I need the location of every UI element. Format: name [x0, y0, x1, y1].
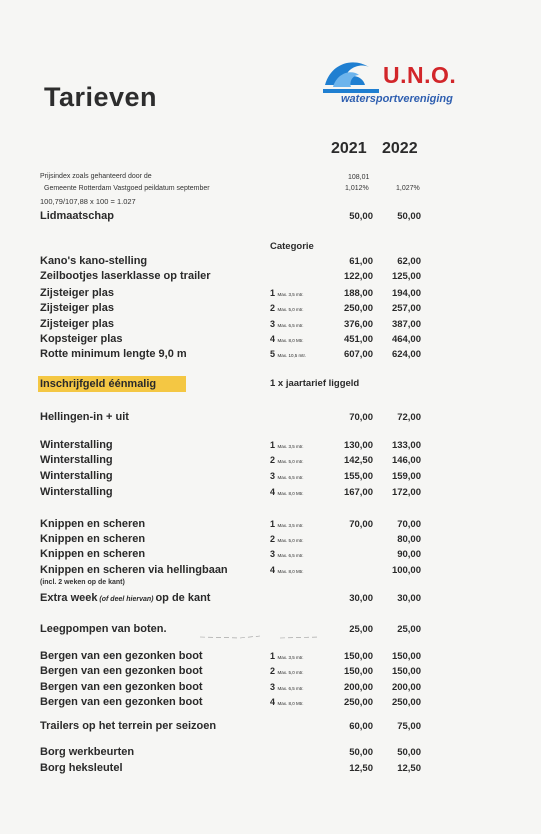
price-2021: 61,00 [349, 256, 373, 267]
price-2022: 464,00 [391, 334, 421, 345]
price-2022: 387,00 [391, 319, 421, 330]
row-label-text: Winterstalling [40, 486, 113, 498]
row-label-text: Zijsteiger plas [40, 318, 114, 330]
category-number: 3 [270, 319, 278, 329]
row-label [40, 623, 167, 635]
category-size: Max. 3,5 mtr. [277, 292, 304, 297]
category-number: 1 [270, 519, 278, 529]
row-label [40, 333, 123, 345]
row-label-text: Winterstalling [40, 454, 113, 466]
row-label [40, 665, 203, 677]
category-size: Max. 5,0 mtr. [277, 670, 304, 675]
price-2021: 155,00 [343, 471, 373, 482]
row-label [40, 762, 123, 774]
row-note: (incl. 2 weken op de kant) [40, 579, 125, 586]
category-number: 5 [270, 349, 278, 359]
price-2022: 80,00 [397, 534, 421, 545]
row-category [270, 651, 304, 661]
row-label-text: Knippen en scheren [40, 518, 146, 530]
price-2021: 130,00 [343, 440, 373, 451]
row-category [270, 349, 306, 359]
category-number: 3 [270, 549, 278, 559]
category-number: 4 [270, 697, 278, 707]
price-2022: 172,00 [391, 487, 421, 498]
category-size: Max. 5,0 mtr. [277, 307, 304, 312]
year-2022-header: 2022 [382, 140, 418, 157]
row-category [270, 288, 304, 298]
row-category [270, 666, 304, 676]
category-size: Max. 3,5 mtr. [277, 523, 304, 528]
price-2022: 257,00 [391, 303, 421, 314]
row-label-text: Lidmaatschap [40, 210, 114, 222]
category-size: Max. 6,5 mtr. [277, 323, 304, 328]
row-label [40, 746, 134, 758]
price-2022: 200,00 [391, 682, 421, 693]
price-2021: 70,00 [349, 519, 373, 530]
club-logo [323, 55, 493, 110]
row-note: 1 x jaartarief liggeld [270, 378, 360, 389]
price-2021: 12,50 [349, 763, 373, 774]
index-note-line3: 100,79/107,88 x 100 = 1.027 [40, 197, 136, 206]
row-label-text: Trailers op het terrein per seizoen [40, 720, 217, 732]
row-category [270, 682, 304, 692]
row-category [270, 534, 304, 544]
row-label-text: Bergen van een gezonken boot [40, 681, 203, 693]
category-size: Max. 8,0 Mtr. [277, 491, 304, 496]
category-number: 1 [270, 651, 278, 661]
index-note-line2: Gemeente Rotterdam Vastgoed peildatum september [44, 185, 210, 192]
price-2021: 30,00 [349, 593, 373, 604]
price-2021: 250,00 [343, 697, 373, 708]
row-label-text: Borg heksleutel [40, 762, 123, 774]
row-label-text: Bergen van een gezonken boot [40, 696, 203, 708]
category-size: Max. 6,5 mtr. [277, 553, 304, 558]
price-2021: 50,00 [349, 747, 373, 758]
row-label [40, 210, 114, 222]
row-label-text: Zijsteiger plas [40, 287, 114, 299]
price-2022: 50,00 [397, 747, 421, 758]
row-label-text: Leegpompen van boten. [40, 623, 167, 635]
row-category [270, 549, 304, 559]
price-2021: 607,00 [343, 349, 373, 360]
page-title: Tarieven [44, 82, 158, 112]
row-category [270, 303, 304, 313]
price-2021: 50,00 [349, 211, 373, 222]
category-size: Max. 8,0 Mtr. [277, 569, 304, 574]
row-label [40, 302, 114, 314]
price-2021: 142,50 [343, 455, 373, 466]
price-2022: 75,00 [397, 721, 421, 732]
price-2021: 60,00 [349, 721, 373, 732]
price-2022: 194,00 [391, 288, 421, 299]
row-label-text: Knippen en scheren [40, 533, 146, 545]
row-label [40, 470, 113, 482]
price-2021: 167,00 [343, 487, 373, 498]
row-category [270, 487, 304, 497]
row-category [270, 334, 304, 344]
categorie-header: Categorie [270, 241, 314, 252]
row-label [40, 592, 210, 604]
row-label-text: Kopsteiger plas [40, 333, 123, 345]
index-note-line1: Prijsindex zoals gehanteerd door de [40, 173, 152, 180]
category-size: Max. 3,5 mtr. [277, 444, 304, 449]
row-label [40, 486, 113, 498]
row-label-text: Borg werkbeurten [40, 746, 135, 758]
price-2022: 150,00 [391, 666, 421, 677]
price-2022: 624,00 [391, 349, 421, 360]
row-label [40, 533, 145, 545]
category-size: Max. 8,0 Mtr. [277, 701, 304, 706]
scan-mark [200, 634, 320, 640]
price-2022: 133,00 [391, 440, 421, 451]
category-size: Max. 10,5 mtr. [277, 353, 307, 358]
price-2021: 150,00 [343, 666, 373, 677]
row-label-text: Zeilbootjes laserklasse op trailer [40, 270, 211, 282]
row-label-text: Bergen van een gezonken boot [40, 665, 203, 677]
row-category [270, 471, 304, 481]
row-label-text: Extra week [40, 592, 98, 604]
price-2022: 62,00 [397, 256, 421, 267]
category-number: 4 [270, 487, 278, 497]
row-label [40, 650, 203, 662]
row-label-text: Knippen en scheren [40, 548, 146, 560]
row-label-text: Zijsteiger plas [40, 302, 114, 314]
row-label-highlight: Inschrijfgeld éénmalig [38, 376, 186, 392]
price-2022: 150,00 [391, 651, 421, 662]
price-2021: 122,00 [343, 271, 373, 282]
row-category [270, 319, 304, 329]
price-2022: 30,00 [397, 593, 421, 604]
price-2021: 250,00 [343, 303, 373, 314]
year-2021-header: 2021 [331, 140, 367, 157]
row-category [270, 440, 304, 450]
logo-text: U.N.O. [383, 62, 457, 88]
row-label [40, 518, 145, 530]
row-label-text: Winterstalling [40, 439, 113, 451]
row-label-text: Rotte minimum lengte 9,0 m [40, 348, 187, 360]
category-size: Max. 6,5 mtr. [277, 686, 304, 691]
row-category [270, 455, 304, 465]
price-2021: 150,00 [343, 651, 373, 662]
row-label [40, 564, 228, 576]
wave-icon [323, 55, 385, 95]
row-label-text: Knippen en scheren via hellingbaan [40, 564, 228, 576]
row-label [40, 270, 211, 282]
logo-subtitle: watersportvereniging [341, 93, 453, 105]
category-number: 3 [270, 682, 278, 692]
row-label [40, 439, 113, 451]
price-2021: 70,00 [349, 412, 373, 423]
category-number: 1 [270, 440, 278, 450]
price-2021: 25,00 [349, 624, 373, 635]
index-pct-2022: 1,027% [396, 185, 420, 192]
category-size: Max. 5,0 mtr. [277, 459, 304, 464]
row-label [40, 287, 114, 299]
category-number: 3 [270, 471, 278, 481]
category-number: 2 [270, 534, 278, 544]
price-2022: 100,00 [391, 565, 421, 576]
row-category [270, 519, 304, 529]
row-label [40, 696, 203, 708]
price-2021: 200,00 [343, 682, 373, 693]
category-number: 2 [270, 455, 278, 465]
price-2022: 90,00 [397, 549, 421, 560]
price-2022: 159,00 [391, 471, 421, 482]
row-label [40, 318, 114, 330]
row-label [40, 348, 187, 360]
row-label [40, 720, 216, 732]
row-label-text: Bergen van een gezonken boot [40, 650, 203, 662]
price-2022: 50,00 [397, 211, 421, 222]
price-2022: 12,50 [397, 763, 421, 774]
category-number: 4 [270, 334, 278, 344]
category-number: 2 [270, 303, 278, 313]
category-size: Max. 8,0 Mtr. [277, 338, 304, 343]
price-2021: 451,00 [343, 334, 373, 345]
category-size: Max. 6,5 mtr. [277, 475, 304, 480]
row-label [40, 681, 203, 693]
price-2021: 188,00 [343, 288, 373, 299]
row-label-mid: (of deel hiervan) [97, 596, 156, 603]
category-number: 4 [270, 565, 278, 575]
index-value-2021: 108,01 [348, 174, 370, 181]
price-2022: 125,00 [391, 271, 421, 282]
price-2022: 250,00 [391, 697, 421, 708]
category-number: 2 [270, 666, 278, 676]
row-label [40, 411, 129, 423]
row-label [40, 548, 145, 560]
row-label-text: Winterstalling [40, 470, 113, 482]
price-2022: 25,00 [397, 624, 421, 635]
category-number: 1 [270, 288, 278, 298]
index-pct-2021: 1,012% [345, 185, 369, 192]
category-size: Max. 3,5 mtr. [277, 655, 304, 660]
price-2022: 70,00 [397, 519, 421, 530]
row-label-text: Hellingen-in + uit [40, 411, 129, 423]
row-label-end: op de kant [155, 592, 211, 604]
price-2021: 376,00 [343, 319, 373, 330]
row-label [40, 255, 147, 267]
price-2022: 72,00 [397, 412, 421, 423]
row-category [270, 697, 304, 707]
row-category [270, 565, 304, 575]
price-2022: 146,00 [391, 455, 421, 466]
row-label-text: Kano's kano-stelling [40, 255, 148, 267]
category-size: Max. 5,0 mtr. [277, 538, 304, 543]
row-label [40, 454, 113, 466]
